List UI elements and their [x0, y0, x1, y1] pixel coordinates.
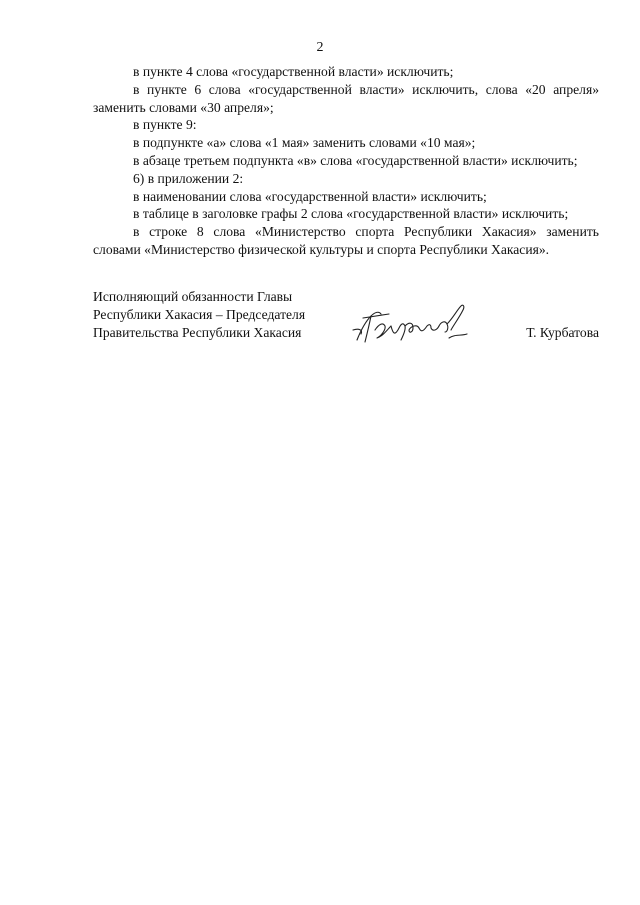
paragraph: в пункте 6 слова «государственной власти» исключить, слова «20 апреля» заменить словами «30 апреля»;: [93, 81, 599, 115]
paragraph: в таблице в заголовке графы 2 слова «государственной власти» исключить;: [133, 206, 569, 222]
signatory-title-line: Исполняющий обязанности Главы: [93, 289, 293, 304]
signatory-title-line: Республики Хакасия – Председателя: [93, 307, 306, 322]
signatory-title-line: Правительства Республики Хакасия: [93, 325, 302, 340]
document-body: [93, 63, 599, 259]
paragraph: в наименовании слова «государственной власти» исключить;: [133, 188, 487, 204]
paragraph: в абзаце третьем подпункта «в» слова «государственной власти» исключить;: [133, 152, 578, 168]
paragraph: в подпункте «а» слова «1 мая» заменить словами «10 мая»;: [133, 135, 476, 151]
signature-block: [93, 288, 599, 348]
page-number: 2: [316, 40, 324, 55]
paragraph: в пункте 4 слова «государственной власти» исключить;: [133, 64, 454, 79]
paragraph: 6) в приложении 2:: [133, 170, 244, 186]
paragraph: в пункте 9:: [133, 117, 197, 133]
signatory-name: Т. Курбатова: [526, 325, 599, 340]
signatory-title: [93, 288, 333, 342]
paragraph: в строке 8 слова «Министерство спорта Республики Хакасия» заменить словами «Министерство физической культуры и спорта Республики Хакасия».: [93, 224, 599, 257]
handwritten-signature-icon: [349, 300, 479, 350]
